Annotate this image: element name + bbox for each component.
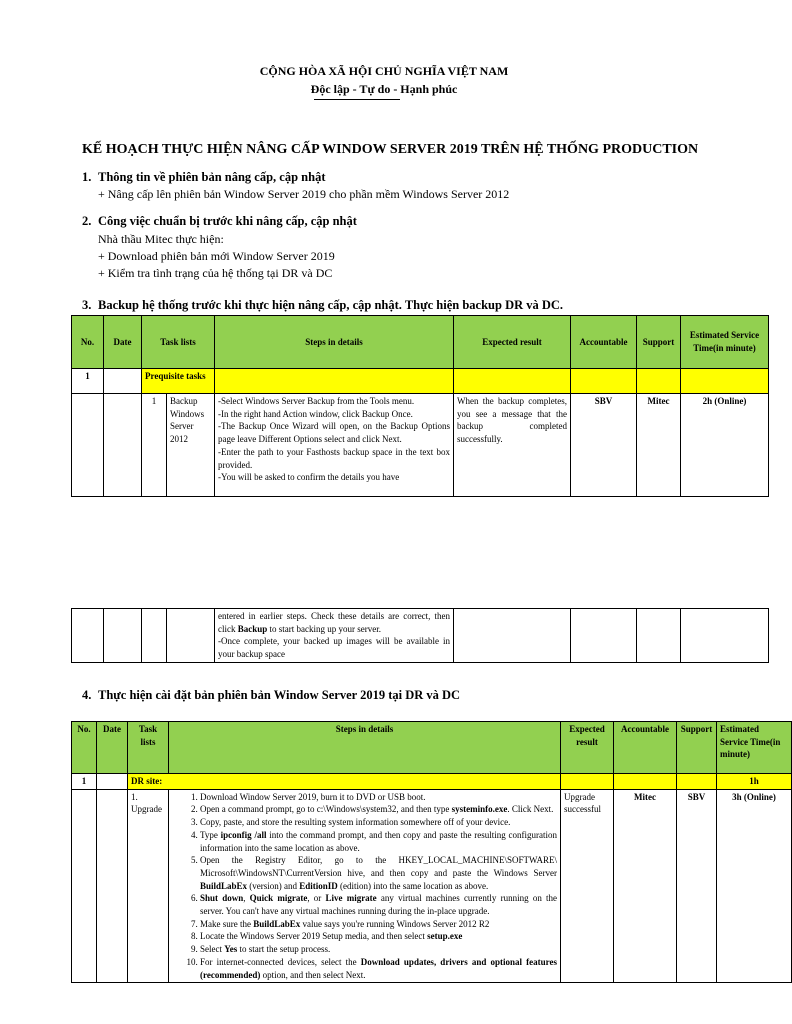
national-title: CỘNG HÒA XÃ HỘI CHỦ NGHĨA VIỆT NAM bbox=[259, 64, 509, 78]
upgrade-steps-list bbox=[172, 791, 557, 982]
backup-table-continued bbox=[71, 608, 769, 663]
col-expected: Expected result bbox=[454, 316, 571, 369]
sub-number: 1 bbox=[142, 394, 167, 497]
task-name: Backup Windows Server 2012 bbox=[167, 394, 215, 497]
empty-cell bbox=[97, 774, 128, 790]
list-item bbox=[200, 892, 557, 917]
expected-result: When the backup completes, you see a message that the backup completed successfully. bbox=[454, 394, 571, 497]
steps-cell bbox=[169, 789, 561, 983]
empty-cell bbox=[72, 609, 104, 663]
col-date: Date bbox=[104, 316, 142, 369]
table-row bbox=[72, 609, 769, 663]
step-line: -Enter the path to your Fasthosts backup space in the text box provided. bbox=[218, 446, 450, 470]
empty-cell bbox=[215, 369, 454, 394]
accountable-value: Mitec bbox=[614, 789, 677, 983]
empty-cell bbox=[104, 609, 142, 663]
table-row bbox=[72, 369, 769, 394]
step-text: . Click Next. bbox=[507, 804, 554, 815]
empty-cell bbox=[637, 609, 681, 663]
section-2-line-3: + Kiểm tra tình trạng của hệ thống tại DR và DC bbox=[98, 266, 333, 280]
list-item bbox=[200, 930, 557, 943]
step-bold-text: Yes bbox=[224, 944, 238, 955]
empty-cell bbox=[104, 369, 142, 394]
col-steps: Steps in details bbox=[169, 722, 561, 774]
empty-cell bbox=[454, 609, 571, 663]
steps-cell-continued bbox=[215, 609, 454, 663]
section-4-heading bbox=[82, 688, 460, 703]
table-row bbox=[72, 774, 792, 790]
step-text: Open a command prompt, go to c:\Windows\system32, and then type bbox=[200, 804, 452, 815]
list-item: 3. Copy, paste, and store the resulting system information somewhere off of your device. bbox=[200, 816, 557, 829]
time-value: 2h (Online) bbox=[681, 394, 769, 497]
step-bold-text: BuildLabEx bbox=[200, 880, 248, 891]
section-2-title: Công việc chuẩn bị trước khi nâng cấp, cập nhật bbox=[98, 214, 357, 228]
list-item: 1. Download Window Server 2019, burn it to DVD or USB boot. bbox=[200, 791, 557, 804]
col-task-lists: Task lists bbox=[142, 316, 215, 369]
step-line: -In the right hand Action window, click Backup Once. bbox=[218, 408, 413, 419]
empty-cell bbox=[637, 369, 681, 394]
section-2-line-2: + Download phiên bản mới Window Server 2019 bbox=[98, 249, 335, 263]
list-item bbox=[200, 803, 557, 816]
group-label: Prequisite tasks bbox=[142, 369, 215, 394]
step-text: Make sure the bbox=[200, 918, 254, 929]
step-text: Select bbox=[200, 944, 225, 955]
step-line: -Once complete, your backed up images will be available in your backup space bbox=[218, 636, 450, 660]
group-number: 1 bbox=[72, 369, 104, 394]
col-steps: Steps in details bbox=[215, 316, 454, 369]
col-no: No. bbox=[72, 722, 97, 774]
section-1-heading bbox=[82, 170, 326, 185]
step-bold-text: systeminfo.exe bbox=[451, 804, 508, 815]
list-item bbox=[200, 918, 557, 931]
col-accountable: Accountable bbox=[571, 316, 637, 369]
col-accountable: Accountable bbox=[614, 722, 677, 774]
empty-cell bbox=[454, 369, 571, 394]
section-3-title: Backup hệ thống trước khi thực hiện nâng cấp, cập nhật. Thực hiện backup DR và DC. bbox=[98, 298, 564, 312]
step-text: Locate the Windows Server 2019 Setup media, and then select bbox=[200, 931, 428, 942]
step-line: -You will be asked to confirm the details you have bbox=[218, 472, 400, 483]
empty-cell bbox=[571, 369, 637, 394]
step-bold-text: ipconfig /all bbox=[220, 829, 267, 840]
section-1-line-1: + Nâng cấp lên phiên bản Window Server 2019 cho phần mềm Windows Server 2012 bbox=[98, 187, 510, 201]
section-2-number: 2. bbox=[82, 214, 92, 228]
step-text: Type bbox=[200, 829, 221, 840]
section-2-heading bbox=[82, 214, 357, 229]
header-divider bbox=[314, 99, 400, 100]
table-row bbox=[72, 789, 792, 983]
task-name: 1. Upgrade bbox=[128, 789, 169, 983]
col-time: Estimated Service Time(in minute) bbox=[717, 722, 792, 774]
col-expected: Expected result bbox=[561, 722, 614, 774]
upgrade-table bbox=[71, 721, 792, 983]
step-text: (edition) into the same location as above. bbox=[337, 880, 489, 891]
empty-cell bbox=[561, 774, 614, 790]
step-line: -The Backup Once Wizard will open, on the Backup Options page leave Different Options select and click Next. bbox=[218, 421, 450, 445]
section-4-title: Thực hiện cài đặt bản phiên bản Window Server 2019 tại DR và DC bbox=[98, 688, 461, 702]
step-line: -Select Windows Server Backup from the Tools menu. bbox=[218, 396, 415, 406]
step-text: Open the Registry Editor, go to the HKEY_LOCAL_MACHINE\SOFTWARE\ Microsoft\WindowsNT\CurrentVersion hive, and then copy and paste the Windows Server bbox=[200, 855, 557, 878]
section-4-number: 4. bbox=[82, 688, 92, 702]
list-item bbox=[200, 829, 557, 854]
step-text: into the command prompt, and then copy and paste the resulting configuration information into the same location as above. bbox=[200, 829, 557, 853]
step-bold-text: Download updates, drivers and optional features (recommended) bbox=[200, 956, 558, 980]
group-number: 1 bbox=[72, 774, 97, 790]
list-item bbox=[200, 854, 557, 892]
backup-table bbox=[71, 315, 769, 497]
col-task-lists: Task lists bbox=[128, 722, 169, 774]
section-3-heading bbox=[82, 298, 563, 313]
step-text: , bbox=[243, 893, 250, 904]
empty-cell bbox=[677, 774, 717, 790]
empty-cell bbox=[681, 369, 769, 394]
upgrade-table-header bbox=[72, 722, 792, 774]
time-value: 3h (Online) bbox=[717, 789, 792, 983]
empty-cell bbox=[614, 774, 677, 790]
step-bold-text: EditionID bbox=[299, 880, 338, 891]
step-bold-text: Live migrate bbox=[325, 893, 377, 904]
col-no: No. bbox=[72, 316, 104, 369]
step-line bbox=[218, 610, 450, 635]
empty-cell bbox=[72, 394, 104, 497]
step-bold-text: Quick migrate bbox=[249, 893, 308, 904]
document-title: KẾ HOẠCH THỰC HIỆN NÂNG CẤP WINDOW SERVER 2019 TRÊN HỆ THỐNG PRODUCTION bbox=[82, 142, 699, 157]
backup-table-header bbox=[72, 316, 769, 369]
section-2-line-1: Nhà thầu Mitec thực hiện: bbox=[98, 232, 224, 246]
step-bold-text: Backup bbox=[237, 623, 268, 634]
section-3-number: 3. bbox=[82, 298, 92, 312]
step-text: any virtual machines currently running on the server. You can't have any virtual machines running during the in-place upgrade. bbox=[200, 893, 558, 917]
col-date: Date bbox=[97, 722, 128, 774]
list-item bbox=[200, 943, 557, 956]
empty-cell bbox=[104, 394, 142, 497]
step-bold-text: setup.exe bbox=[427, 931, 463, 942]
empty-cell bbox=[571, 609, 637, 663]
step-text: For internet-connected devices, select the bbox=[200, 956, 361, 967]
col-support: Support bbox=[677, 722, 717, 774]
col-support: Support bbox=[637, 316, 681, 369]
empty-cell bbox=[681, 609, 769, 663]
step-text: to start the setup process. bbox=[237, 944, 331, 955]
section-1-number: 1. bbox=[82, 170, 92, 184]
step-text: entered in earlier steps. Check these details are correct, then click bbox=[218, 611, 450, 634]
list-item bbox=[200, 956, 557, 981]
empty-cell bbox=[72, 789, 97, 983]
support-value: Mitec bbox=[637, 394, 681, 497]
step-text: (version) and bbox=[247, 880, 300, 891]
accountable-value: SBV bbox=[571, 394, 637, 497]
expected-result: Upgrade successful bbox=[561, 789, 614, 983]
steps-cell bbox=[215, 394, 454, 497]
section-1-title: Thông tin về phiên bản nâng cấp, cập nhật bbox=[98, 170, 326, 184]
support-value: SBV bbox=[677, 789, 717, 983]
group-label: DR site: bbox=[128, 774, 561, 790]
empty-cell bbox=[97, 789, 128, 983]
national-motto: Độc lập - Tự do - Hạnh phúc bbox=[310, 82, 458, 96]
step-text: , or bbox=[307, 893, 326, 904]
group-time: 1h bbox=[717, 774, 792, 790]
step-text: value says you're running Windows Server 2012 R2 bbox=[300, 918, 490, 929]
empty-cell bbox=[142, 609, 167, 663]
empty-cell bbox=[167, 609, 215, 663]
step-bold-text: Shut down bbox=[200, 893, 244, 904]
step-bold-text: BuildLabEx bbox=[253, 918, 301, 929]
step-text: to start backing up your server. bbox=[267, 623, 381, 634]
col-time: Estimated Service Time(in minute) bbox=[681, 316, 769, 369]
table-row bbox=[72, 394, 769, 497]
step-text: option, and then select Next. bbox=[260, 969, 366, 980]
